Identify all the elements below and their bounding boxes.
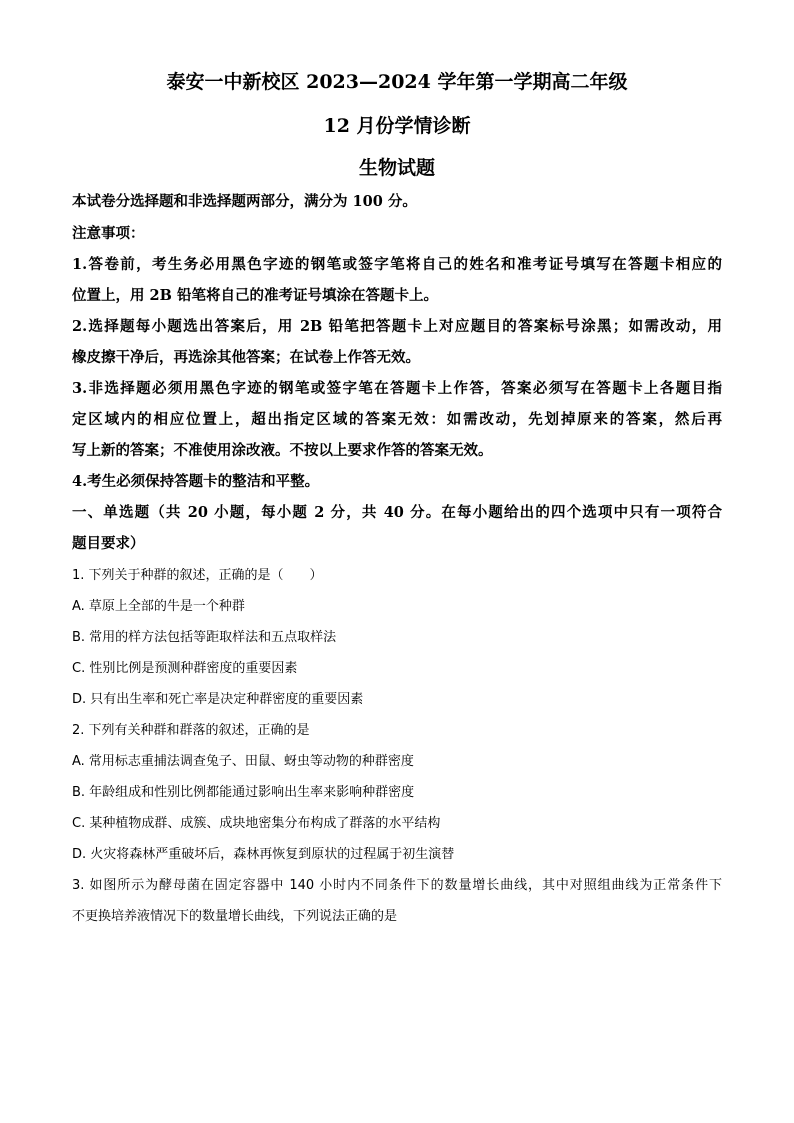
- question-2-stem: 2. 下列有关种群和群落的叙述，正确的是: [72, 723, 310, 738]
- question-1-option-c: C. 性别比例是预测种群密度的重要因素: [72, 661, 298, 676]
- section-1-heading-line-2: 题目要求）: [72, 535, 145, 552]
- notice-heading: 注意事项：: [72, 225, 145, 242]
- notice-2-line-1: 2.选择题每小题选出答案后，用 2B 铅笔把答题卡上对应题目的答案标号涂黑；如需改动，用: [72, 318, 722, 335]
- section-1-heading-line-1: 一、单选题（共 20 小题，每小题 2 分，共 40 分。在每小题给出的四个选项中只有一项符合: [72, 504, 722, 521]
- exam-title-subject: 生物试题: [358, 157, 435, 179]
- exam-title-school: 泰安一中新校区 2023—2024 学年第一学期高二年级: [166, 71, 628, 93]
- question-1-stem: 1. 下列关于种群的叙述，正确的是（ ）: [72, 568, 323, 583]
- question-3-stem-line-2: 不更换培养液情况下的数量增长曲线，下列说法正确的是: [72, 909, 398, 924]
- question-2-option-b: B. 年龄组成和性别比例都能通过影响出生率来影响种群密度: [72, 785, 415, 800]
- question-1-option-d: D. 只有出生率和死亡率是决定种群密度的重要因素: [72, 692, 364, 707]
- question-2-option-a: A. 常用标志重捕法调查兔子、田鼠、蚜虫等动物的种群密度: [72, 754, 414, 769]
- notice-3-line-3: 写上新的答案；不准使用涂改液。不按以上要求作答的答案无效。: [72, 442, 493, 459]
- question-1-option-b: B. 常用的样方法包括等距取样法和五点取样法: [72, 630, 337, 645]
- question-1-option-a: A. 草原上全部的牛是一个种群: [72, 599, 245, 614]
- notice-3-line-1: 3.非选择题必须用黑色字迹的钢笔或签字笔在答题卡上作答，答案必须写在答题卡上各题目指: [72, 380, 722, 397]
- exam-title-month: 12 月份学情诊断: [323, 115, 471, 137]
- paper-info: 本试卷分选择题和非选择题两部分，满分为 100 分。: [72, 193, 417, 210]
- notice-3-line-2: 定区域内的相应位置上，超出指定区域的答案无效：如需改动，先划掉原来的答案，然后再: [72, 411, 722, 428]
- notice-1-line-2: 位置上，用 2B 铅笔将自己的准考证号填涂在答题卡上。: [72, 287, 438, 304]
- notice-1-line-1: 1.答卷前，考生务必用黑色字迹的钢笔或签字笔将自己的姓名和准考证号填写在答题卡相应的: [72, 256, 722, 273]
- question-3-stem-line-1: 3. 如图所示为酵母菌在固定容器中 140 小时内不同条件下的数量增长曲线，其中对照组曲线为正常条件下: [72, 878, 722, 893]
- notice-2-line-2: 橡皮擦干净后，再选涂其他答案；在试卷上作答无效。: [72, 349, 420, 366]
- question-2-option-c: C. 某种植物成群、成簇、成块地密集分布构成了群落的水平结构: [72, 816, 441, 831]
- question-2-option-d: D. 火灾将森林严重破坏后，森林再恢复到原状的过程属于初生演替: [72, 847, 455, 862]
- notice-4: 4.考生必须保持答题卡的整洁和平整。: [72, 473, 320, 490]
